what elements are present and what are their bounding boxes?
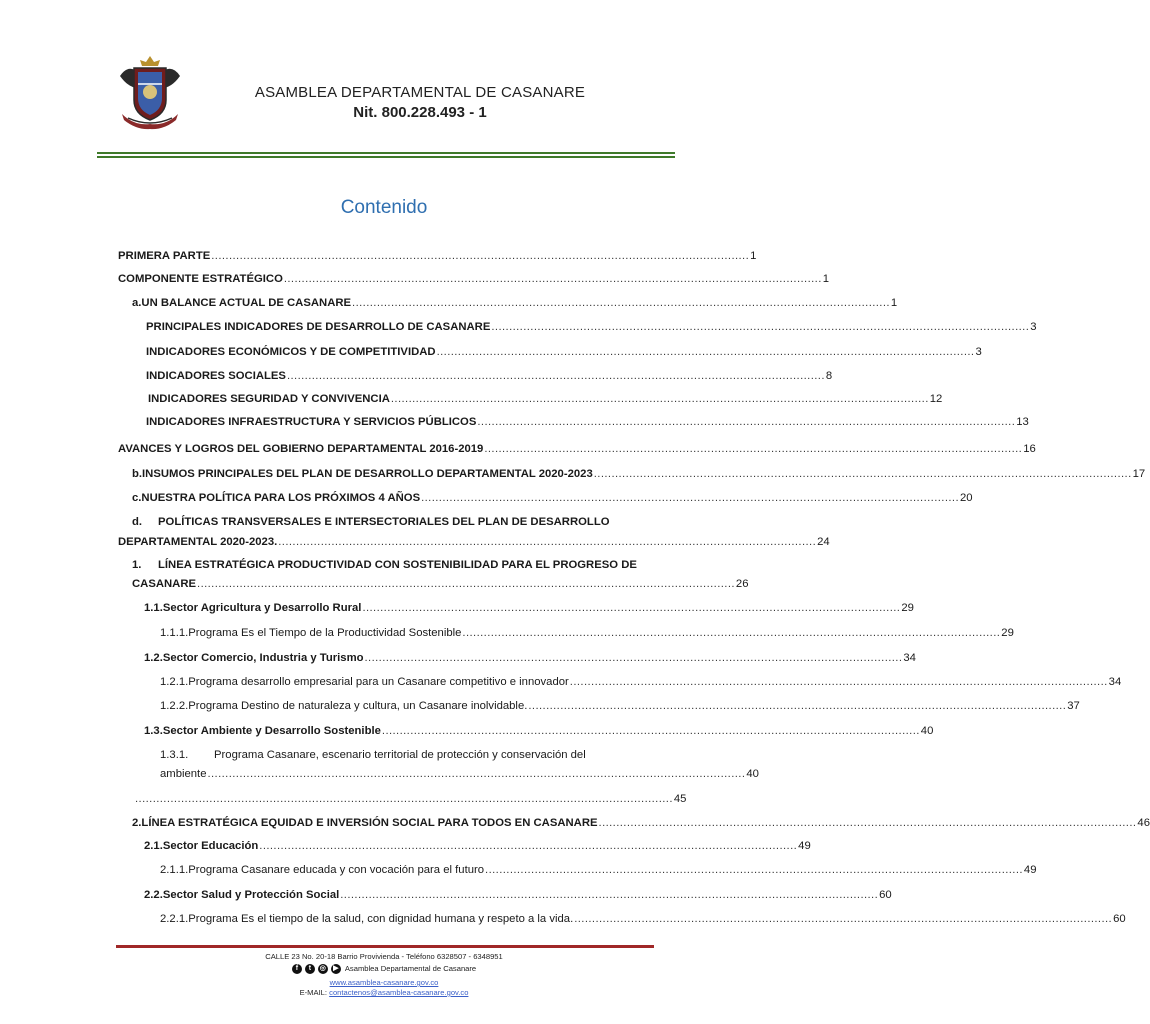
toc-page-number: 34: [1108, 676, 1122, 688]
toc-leader: ........................................................................................................................................................: [340, 889, 879, 901]
toc-entry[interactable]: [134, 793, 687, 805]
footer-email: [0, 988, 768, 997]
toc-leader: ........................................................................................................................................................: [491, 321, 1030, 333]
toc-page-number: 49: [798, 840, 811, 852]
facebook-icon[interactable]: f: [292, 964, 302, 974]
toc-entry[interactable]: [118, 273, 830, 285]
toc-entry[interactable]: [160, 700, 1080, 712]
toc-leader: ........................................................................................................................................................: [477, 416, 1016, 428]
toc-entry-text: COMPONENTE ESTRATÉGICO: [118, 273, 283, 285]
toc-page-number: 29: [1001, 627, 1014, 639]
toc-entry-number: a.: [132, 297, 142, 309]
toc-entry-text: AVANCES Y LOGROS DEL GOBIERNO DEPARTAMENTAL 2016-2019: [118, 443, 484, 455]
toc-entry-text-continued: CASANARE: [132, 578, 197, 590]
toc-entry[interactable]: [146, 416, 1029, 428]
toc-leader: ........................................................................................................................................................: [259, 840, 798, 852]
toc-entry[interactable]: [146, 346, 982, 358]
toc-page-number: 16: [1023, 443, 1036, 455]
toc-entry-number: 1.3.1.: [160, 749, 189, 761]
toc-page-number: 1: [822, 273, 830, 285]
toc-entry-text: INDICADORES SOCIALES: [146, 370, 286, 382]
email-link[interactable]: contactenos@asamblea-casanare.gov.co: [329, 988, 469, 997]
toc-page-number: 20: [959, 492, 973, 504]
footer-social-label: Asamblea Departamental de Casanare: [344, 964, 477, 973]
toc-entry[interactable]: [118, 443, 1036, 455]
toc-entry-text: Programa Es el Tiempo de la Productividad Sostenible: [188, 627, 462, 639]
coat-of-arms-logo: [114, 54, 186, 132]
toc-page-number: 1: [890, 297, 898, 309]
toc-entry[interactable]: [160, 676, 1122, 688]
toc-leader: ........................................................................................................................................................: [364, 652, 903, 664]
toc-entry[interactable]: [160, 768, 759, 780]
header-divider-secondary: [97, 156, 675, 158]
toc-leader: ........................................................................................................................................................: [381, 725, 920, 737]
toc-page-number: 40: [920, 725, 934, 737]
toc-leader: ........................................................................................................................................................: [352, 297, 890, 309]
toc-entry-first-line[interactable]: [132, 516, 610, 528]
toc-entry-text: NUESTRA POLÍTICA PARA LOS PRÓXIMOS 4 AÑOS: [141, 492, 421, 504]
toc-page-number: 24: [817, 536, 830, 548]
footer-address: CALLE 23 No. 20-18 Barrio Provivienda - Teléfono 6328507 - 6348951: [265, 952, 503, 961]
toc-leader: ........................................................................................................................................................: [283, 273, 822, 285]
toc-entry[interactable]: [144, 840, 811, 852]
toc-page-number: 3: [975, 346, 982, 358]
toc-page-number: 8: [825, 370, 833, 382]
twitter-icon[interactable]: t: [305, 964, 315, 974]
toc-entry-first-line[interactable]: [132, 559, 637, 571]
toc-leader: ........................................................................................................................................................: [574, 913, 1113, 925]
toc-entry-number: 1.1.1.: [160, 627, 189, 639]
toc-entry-text: LÍNEA ESTRATÉGICA EQUIDAD E INVERSIÓN SOCIAL PARA TODOS EN CASANARE: [141, 817, 598, 829]
toc-entry[interactable]: [132, 297, 898, 309]
toc-page-number: 13: [1016, 416, 1029, 428]
toc-leader: ........................................................................................................................................................: [421, 492, 959, 504]
toc-entry[interactable]: [144, 725, 934, 737]
toc-heading: Contenido: [340, 197, 428, 218]
toc-page-number: 46: [1137, 817, 1150, 829]
toc-entry-number: 1.2.2.: [160, 700, 189, 712]
toc-leader: ........................................................................................................................................................: [462, 627, 1001, 639]
website-link[interactable]: www.asamblea-casanare.gov.co: [329, 978, 439, 987]
toc-entry-number: b.: [132, 468, 143, 480]
toc-entry-text: LÍNEA ESTRATÉGICA PRODUCTIVIDAD CON SOSTENIBILIDAD PARA EL PROGRESO DE: [158, 559, 637, 571]
toc-page-number: 12: [929, 393, 943, 405]
toc-leader: ........................................................................................................................................................: [362, 602, 901, 614]
toc-entry-text: Sector Educación: [162, 840, 259, 852]
toc-entry-number: 1.: [132, 559, 142, 571]
toc-leader: ........................................................................................................................................................: [197, 578, 735, 590]
toc-entry-number: 1.2.1.: [160, 676, 189, 688]
toc-entry-text: Programa Casanare, escenario territorial de protección y conservación del: [214, 749, 586, 761]
toc-leader: ........................................................................................................................................................: [528, 700, 1067, 712]
toc-entry[interactable]: [118, 250, 757, 262]
toc-entry-text: INSUMOS PRINCIPALES DEL PLAN DE DESARROLLO DEPARTAMENTAL 2020-2023: [142, 468, 593, 480]
toc-page-number: 29: [901, 602, 914, 614]
toc-page-number: 37: [1067, 700, 1080, 712]
toc-entry-text: INDICADORES INFRAESTRUCTURA Y SERVICIOS PÚBLICOS: [146, 416, 477, 428]
toc-entry-text: INDICADORES ECONÓMICOS Y DE COMPETITIVIDAD: [146, 346, 436, 358]
toc-entry[interactable]: [132, 578, 749, 590]
header-divider: [97, 152, 675, 154]
institution-name: ASAMBLEA DEPARTAMENTAL DE CASANARE: [254, 84, 586, 101]
toc-page-number: 26: [735, 578, 749, 590]
toc-page-number: 34: [903, 652, 916, 664]
toc-entry[interactable]: [132, 492, 973, 504]
toc-entry[interactable]: [132, 817, 1150, 829]
toc-entry-text: Programa desarrollo empresarial para un Casanare competitivo e innovador: [188, 676, 569, 688]
toc-entry-number: d.: [132, 516, 143, 528]
toc-leader: ........................................................................................................................................................: [485, 864, 1023, 876]
toc-entry-text: POLÍTICAS TRANSVERSALES E INTERSECTORIALES DEL PLAN DE DESARROLLO: [158, 516, 610, 528]
toc-leader: ........................................................................................................................................................: [598, 817, 1137, 829]
toc-page-number: 45: [673, 793, 687, 805]
toc-entry-text: Sector Ambiente y Desarrollo Sostenible: [162, 725, 381, 737]
institution-nit: Nit. 800.228.493 - 1: [353, 104, 487, 121]
toc-page-number: 1: [750, 250, 757, 262]
toc-entry-number: c.: [132, 492, 142, 504]
toc-entry-text: Sector Salud y Protección Social: [162, 889, 340, 901]
toc-entry-text: PRIMERA PARTE: [118, 250, 211, 262]
toc-leader: ........................................................................................................................................................: [207, 768, 746, 780]
toc-leader: ........................................................................................................................................................: [286, 370, 825, 382]
instagram-icon[interactable]: ◎: [319, 965, 326, 972]
toc-leader: ........................................................................................................................................................: [569, 676, 1108, 688]
toc-page-number: 60: [879, 889, 892, 901]
toc-entry[interactable]: [118, 536, 830, 548]
toc-leader: ........................................................................................................................................................: [135, 793, 673, 805]
toc-page-number: 3: [1030, 321, 1037, 333]
toc-entry-number: 2.1.: [144, 840, 163, 852]
toc-entry-number: 1.1.: [144, 602, 163, 614]
toc-entry[interactable]: [144, 602, 914, 614]
toc-page-number: 60: [1113, 913, 1126, 925]
toc-entry-number: 2.: [132, 817, 142, 829]
toc-entry-number: 2.2.1.: [160, 913, 189, 925]
toc-entry[interactable]: [160, 913, 1126, 925]
footer-website: [0, 978, 768, 987]
toc-leader: ........................................................................................................................................................: [390, 393, 929, 405]
toc-leader: ........................................................................................................................................................: [484, 443, 1023, 455]
toc-entry[interactable]: [160, 864, 1037, 876]
toc-entry-text: INDICADORES SEGURIDAD Y CONVIVENCIA: [148, 393, 390, 405]
toc-entry-number: 2.1.1.: [160, 864, 189, 876]
toc-entry[interactable]: [160, 627, 1014, 639]
toc-entry-text-continued: ambiente: [160, 768, 207, 780]
toc-entry-text: Programa Destino de naturaleza y cultura, un Casanare inolvidable.: [188, 700, 528, 712]
toc-leader: ........................................................................................................................................................: [211, 250, 750, 262]
toc-entry-text: Programa Casanare educada y con vocación para el futuro: [188, 864, 485, 876]
toc-entry[interactable]: [146, 370, 833, 382]
toc-entry-number: 1.2.: [144, 652, 163, 664]
toc-leader: ........................................................................................................................................................: [593, 468, 1132, 480]
footer-social: [0, 964, 768, 974]
toc-entry-number: 2.2.: [144, 889, 163, 901]
toc-entry-text: Programa Es el tiempo de la salud, con dignidad humana y respeto a la vida.: [188, 913, 574, 925]
footer-divider: [116, 945, 654, 948]
toc-entry[interactable]: [144, 889, 892, 901]
toc-leader: ........................................................................................................................................................: [436, 346, 975, 358]
toc-leader: ........................................................................................................................................................: [278, 536, 817, 548]
toc-entry-text-continued: DEPARTAMENTAL 2020-2023.: [118, 536, 278, 548]
toc-entry-number: 1.3.: [144, 725, 163, 737]
toc-entry-text: Sector Comercio, Industria y Turismo: [162, 652, 364, 664]
toc-entry-text: PRINCIPALES INDICADORES DE DESARROLLO DE CASANARE: [146, 321, 491, 333]
toc-entry-text: Sector Agricultura y Desarrollo Rural: [162, 602, 362, 614]
toc-entry[interactable]: [148, 393, 943, 405]
toc-page-number: 40: [746, 768, 759, 780]
toc-entry[interactable]: [146, 321, 1037, 333]
toc-entry-first-line[interactable]: [160, 749, 586, 761]
email-label: E-MAIL:: [299, 988, 328, 997]
toc-entry-text: UN BALANCE ACTUAL DE CASANARE: [141, 297, 352, 309]
toc-entry[interactable]: [144, 652, 916, 664]
toc-page-number: 17: [1132, 468, 1146, 480]
toc-entry[interactable]: [132, 468, 1146, 480]
toc-page-number: 49: [1023, 864, 1037, 876]
youtube-icon[interactable]: ▶: [331, 964, 341, 974]
